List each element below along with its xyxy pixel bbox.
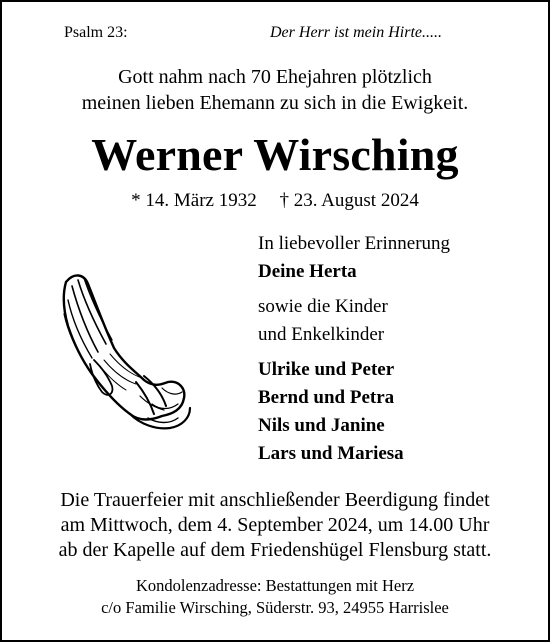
family-name: Lars und Mariesa [258, 443, 404, 464]
spouse-name: Deine Herta [258, 261, 357, 282]
mourners-list [258, 230, 450, 468]
ceremony-line-1: Die Trauerfeier mit anschließender Beerdigung findet [60, 489, 490, 511]
condolence-address [2, 575, 548, 619]
ceremony-line-2: am Mittwoch, dem 4. September 2024, um 14.00 Uhr [60, 514, 490, 536]
children-line: sowie die Kinder [258, 296, 388, 317]
praying-hands-icon [44, 264, 194, 449]
ceremony-line-3: ab der Kapelle auf dem Friedenshügel Flensburg statt. [58, 539, 492, 561]
intro-line-2: meinen lieben Ehemann zu sich in die Ewigkeit. [81, 92, 469, 114]
family-name: Ulrike und Peter [258, 359, 395, 380]
address-line-1: Kondolenzadresse: Bestattungen mit Herz [135, 576, 415, 595]
family-name: Nils und Janine [258, 415, 385, 436]
intro-line-1: Gott nahm nach 70 Ehejahren plötzlich [118, 66, 432, 88]
family-name: Bernd und Petra [258, 387, 395, 408]
remembrance-line: In liebevoller Erinnerung [258, 233, 451, 254]
deceased-name: Werner Wirsching [91, 129, 459, 180]
address-line-2: c/o Familie Wirsching, Süderstr. 93, 24955 Harrislee [101, 598, 449, 617]
psalm-quote: Der Herr ist mein Hirte..... [270, 24, 442, 41]
psalm-reference: Psalm 23: [64, 24, 128, 41]
life-dates [2, 190, 548, 212]
grandchildren-line: und Enkelkinder [258, 324, 385, 345]
death-date: † 23. August 2024 [279, 190, 419, 211]
birth-date: * 14. März 1932 [131, 190, 257, 211]
ceremony-info [2, 488, 548, 563]
intro-text [2, 64, 548, 116]
